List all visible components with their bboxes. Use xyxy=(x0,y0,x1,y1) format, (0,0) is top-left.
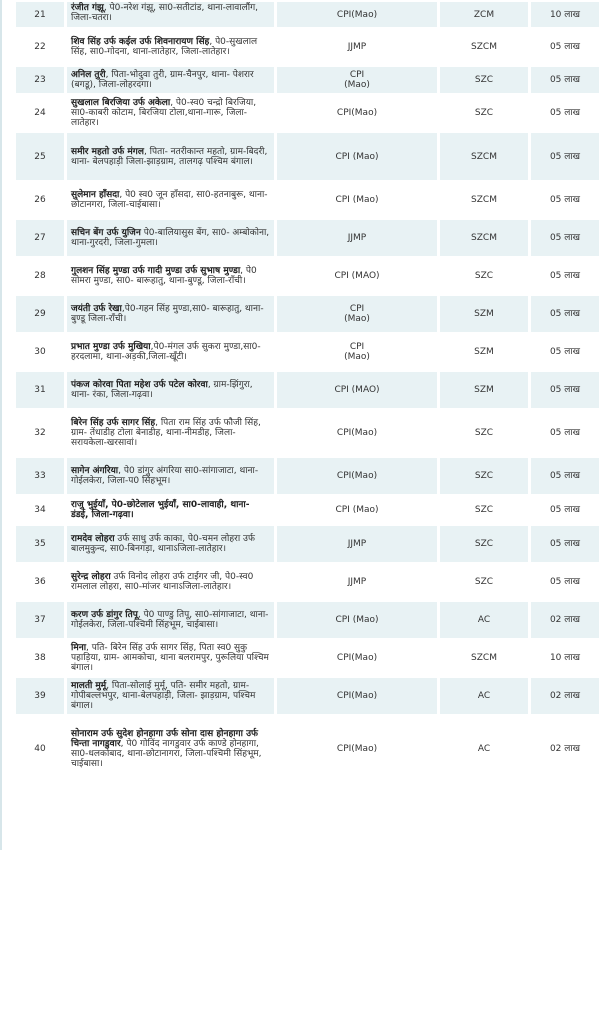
table-row xyxy=(16,458,599,494)
serial-number-cell: 29 xyxy=(16,296,64,332)
rank-cell: SZCM xyxy=(440,133,528,180)
reward-cell: 05 लाख xyxy=(531,258,599,294)
organization-text: CPI (MAO) xyxy=(334,271,380,281)
rank-cell: AC xyxy=(440,602,528,638)
name-cell xyxy=(67,496,274,524)
organization-cell xyxy=(277,334,437,370)
rank-cell: SZCM xyxy=(440,182,528,218)
name-details: , ग्राम-झिंगुरा, थाना- रंका, जिला-गढ़वा। xyxy=(71,380,253,400)
name-cell xyxy=(67,95,274,131)
serial-number-cell: 35 xyxy=(16,526,64,562)
name-cell xyxy=(67,2,274,27)
organization-text: JJMP xyxy=(347,539,367,549)
serial-number-cell: 21 xyxy=(16,2,64,27)
name-cell xyxy=(67,258,274,294)
name-bold: सोनाराम उर्फ सुदेश होनहागा उर्फ सोना दास होनहागा उर्फ चिन्ता नागडुवार xyxy=(71,729,258,749)
organization-text: CPI (Mao) xyxy=(344,342,370,362)
table-row xyxy=(16,133,599,180)
table-row xyxy=(16,640,599,676)
organization-cell xyxy=(277,410,437,456)
rank-cell: SZC xyxy=(440,67,528,93)
name-details: , पति- बिरेन सिंह उर्फ सागर सिंह, पिता स्व0 सुकु पहाड़िया, ग्राम- आमकोचा, थाना बलरामपुर, पुरूलिया पश्चिम बंगाल। xyxy=(71,643,269,673)
organization-cell xyxy=(277,29,437,65)
organization-cell xyxy=(277,716,437,782)
name-details: , पिता-सोलाई मुर्मू, पति- समीर महतो, ग्राम-गोपीबल्लभपुर, थाना-बेलपहाड़ी, जिला- झाड़ग्राम, पश्चिम बंगाल। xyxy=(71,681,256,711)
reward-cell: 05 लाख xyxy=(531,458,599,494)
name-bold: मिना xyxy=(71,643,87,653)
organization-text: CPI(Mao) xyxy=(336,428,378,438)
reward-cell: 05 लाख xyxy=(531,564,599,600)
name-bold: सुरेन्द्र लोहरा xyxy=(71,572,111,582)
organization-cell xyxy=(277,67,437,93)
table-row xyxy=(16,95,599,131)
organization-text: JJMP xyxy=(347,42,367,52)
table-row xyxy=(16,372,599,408)
reward-cell: 05 लाख xyxy=(531,182,599,218)
reward-cell: 10 लाख xyxy=(531,640,599,676)
organization-text: CPI(Mao) xyxy=(336,108,378,118)
table-row xyxy=(16,410,599,456)
name-bold: रामदेव लोहरा xyxy=(71,534,115,544)
reward-cell: 05 लाख xyxy=(531,496,599,524)
rank-cell: SZC xyxy=(440,526,528,562)
organization-cell xyxy=(277,640,437,676)
left-border xyxy=(0,0,2,850)
table-row xyxy=(16,334,599,370)
name-details: , पे0 पाण्डु तिपू, सा0-सांगाजाटा, थाना-गोईलकेरा, जिला-पश्चिमी सिंहभूम, चाईबासा। xyxy=(71,610,269,630)
organization-cell xyxy=(277,564,437,600)
organization-cell xyxy=(277,678,437,714)
name-cell xyxy=(67,410,274,456)
reward-cell: 10 लाख xyxy=(531,2,599,27)
serial-number-cell: 32 xyxy=(16,410,64,456)
rank-cell: SZC xyxy=(440,564,528,600)
name-cell xyxy=(67,640,274,676)
rank-cell: SZC xyxy=(440,496,528,524)
rank-cell: SZC xyxy=(440,95,528,131)
reward-cell: 05 लाख xyxy=(531,410,599,456)
reward-cell: 05 लाख xyxy=(531,296,599,332)
serial-number-cell: 37 xyxy=(16,602,64,638)
reward-cell: 02 लाख xyxy=(531,678,599,714)
name-bold: पंकज कोरवा पिता महेश उर्फ पटेल कोरवा xyxy=(71,380,208,390)
serial-number-cell: 24 xyxy=(16,95,64,131)
name-cell xyxy=(67,133,274,180)
name-cell xyxy=(67,372,274,408)
rank-cell: SZC xyxy=(440,458,528,494)
name-bold: समीर महतो उर्फ मंगल xyxy=(71,146,144,157)
serial-number-cell: 27 xyxy=(16,220,64,256)
organization-cell xyxy=(277,2,437,27)
name-bold: अनिल तुरी xyxy=(71,70,106,80)
name-bold: राजु भुईयाँ, पे0-छोटेलाल भुईयाँ, सा0-लावाही, थाना- डंडई, जिला-गढ़वा। xyxy=(71,500,250,520)
rank-cell: SZM xyxy=(440,296,528,332)
organization-text: CPI(Mao) xyxy=(336,691,378,701)
name-details: पे0-बालियासुस बेंग, सा0- अम्बोकोना, थाना-गुरदरी, जिला-गुमला। xyxy=(71,228,270,248)
organization-text: CPI (Mao) xyxy=(344,304,370,324)
organization-cell xyxy=(277,458,437,494)
organization-text: CPI(Mao) xyxy=(336,744,378,754)
name-bold: सुखलाल बिरजिया उर्फ अकेला xyxy=(71,98,171,108)
organization-text: CPI(Mao) xyxy=(336,471,378,481)
serial-number-cell: 25 xyxy=(16,133,64,180)
serial-number-cell: 31 xyxy=(16,372,64,408)
name-bold: करण उर्फ डांगुर तिपू xyxy=(71,610,138,620)
serial-number-cell: 39 xyxy=(16,678,64,714)
organization-text: CPI (Mao) xyxy=(335,195,379,205)
reward-cell: 05 लाख xyxy=(531,372,599,408)
name-bold: मालती मुर्मू xyxy=(71,681,107,691)
table-row xyxy=(16,716,599,782)
name-details: उर्फ विनोद लोहरा उर्फ टाईगर जी, पे0-स्व0 रामलाल लोहरा, सा0-मांजर थानाऽजिला-लातेहार। xyxy=(71,572,254,592)
name-cell xyxy=(67,526,274,562)
organization-cell xyxy=(277,526,437,562)
reward-cell: 05 लाख xyxy=(531,67,599,93)
serial-number-cell: 38 xyxy=(16,640,64,676)
name-cell xyxy=(67,67,274,93)
name-details: उर्फ साधु उर्फ काका, पे0-चमन लोहरा उर्फ बालमुकुन्द, सा0-बिनगड़ा, थानाऽजिला-लातेहार। xyxy=(71,534,255,554)
organization-cell xyxy=(277,95,437,131)
rank-cell: SZCM xyxy=(440,220,528,256)
name-bold: बिरेन सिंह उर्फ सागर सिंह xyxy=(71,418,156,428)
reward-cell: 05 लाख xyxy=(531,334,599,370)
name-cell xyxy=(67,182,274,218)
organization-text: CPI(Mao) xyxy=(336,9,378,20)
rank-cell: AC xyxy=(440,716,528,782)
serial-number-cell: 34 xyxy=(16,496,64,524)
organization-text: CPI(Mao) xyxy=(336,653,378,663)
name-cell xyxy=(67,458,274,494)
rank-cell: SZM xyxy=(440,334,528,370)
rank-cell: AC xyxy=(440,678,528,714)
table-row xyxy=(16,2,599,27)
name-cell xyxy=(67,564,274,600)
rank-cell: SZC xyxy=(440,410,528,456)
name-details: ,पे0-गहन सिंह मुण्डा,सा0- बारूहातु, थाना-बुण्डू जिला-राँची। xyxy=(71,304,264,324)
rank-cell: SZC xyxy=(440,258,528,294)
table-row xyxy=(16,67,599,93)
table-row xyxy=(16,602,599,638)
name-details: , पे0 डांगुर अंगरिया सा0-सांगाजाटा, थाना-गोईलकेरा, जिला-प0 सिंहभूम। xyxy=(71,466,259,486)
serial-number-cell: 23 xyxy=(16,67,64,93)
reward-cell: 05 लाख xyxy=(531,95,599,131)
organization-text: CPI (MAO) xyxy=(334,385,380,395)
name-bold: सचिन बेंग उर्फ युजिन xyxy=(71,228,141,238)
serial-number-cell: 33 xyxy=(16,458,64,494)
name-bold: जयंती उर्फ रेखा xyxy=(71,304,122,314)
serial-number-cell: 22 xyxy=(16,29,64,65)
table-row xyxy=(16,526,599,562)
organization-text: CPI (Mao) xyxy=(344,70,370,90)
rank-cell: ZCM xyxy=(440,2,528,27)
reward-table xyxy=(13,0,602,784)
organization-text: JJMP xyxy=(347,233,367,243)
table-row xyxy=(16,678,599,714)
rank-cell: SZCM xyxy=(440,640,528,676)
organization-cell xyxy=(277,602,437,638)
name-cell xyxy=(67,296,274,332)
name-bold: शिव सिंह उर्फ कईल उर्फ शिवनारायण सिंह xyxy=(71,37,210,47)
name-cell xyxy=(67,678,274,714)
name-bold: प्रभात मुण्डा उर्फ मुखिया xyxy=(71,342,151,352)
organization-cell xyxy=(277,133,437,180)
organization-text: CPI (Mao) xyxy=(335,505,379,515)
reward-cell: 02 लाख xyxy=(531,602,599,638)
name-cell xyxy=(67,602,274,638)
name-bold: सुलेमान हाँसदा xyxy=(71,190,120,200)
rank-cell: SZCM xyxy=(440,29,528,65)
name-details: , पे0-नरेश गंझू, सा0-सतीटांड, थाना-लावालौंग, जिला-चतरा। xyxy=(71,3,259,23)
name-bold: रंजीत गंझू xyxy=(71,3,104,13)
reward-cell: 05 लाख xyxy=(531,29,599,65)
name-cell xyxy=(67,334,274,370)
table-row xyxy=(16,564,599,600)
serial-number-cell: 40 xyxy=(16,716,64,782)
organization-cell xyxy=(277,182,437,218)
table-row xyxy=(16,29,599,65)
name-cell xyxy=(67,29,274,65)
rank-cell: SZM xyxy=(440,372,528,408)
name-bold: गुलशन सिंह मुण्डा उर्फ गादी मुण्डा उर्फ सुभाष मुण्डा xyxy=(71,266,241,276)
name-details: , पे0-स्व0 चन्द्रो बिरजिया, सा0-काबरी कोटाम, बिरजिया टोला,थाना-गारू, जिला-लातेहार। xyxy=(71,98,257,128)
serial-number-cell: 26 xyxy=(16,182,64,218)
serial-number-cell: 36 xyxy=(16,564,64,600)
name-details: , पिता- नतरीकान्त महतो, ग्राम-बिदरी, थाना- बेलपहाड़ी जिला-झाड़ग्राम, तालगढ़ पश्चिम बंगाल। xyxy=(71,146,268,167)
reward-cell: 05 लाख xyxy=(531,133,599,180)
name-details: ,पे0-मंगल उर्फ सुकरा मुण्डा,सा0-हरदलामा, थाना-अड़की,जिला-खूँटी। xyxy=(71,342,261,362)
name-details: , पे0 सोमरा मुण्डा, सा0- बारूहातु, थाना-बुण्डू, जिला-राँची। xyxy=(71,266,257,286)
table-row xyxy=(16,258,599,294)
table-row xyxy=(16,182,599,218)
reward-cell: 05 लाख xyxy=(531,526,599,562)
organization-cell xyxy=(277,220,437,256)
name-cell xyxy=(67,716,274,782)
organization-cell xyxy=(277,258,437,294)
table-row xyxy=(16,496,599,524)
reward-cell: 05 लाख xyxy=(531,220,599,256)
name-cell xyxy=(67,220,274,256)
name-details: , पिता राम सिंह उर्फ फौजी सिंह, ग्राम- तेंधाडीह टोला बेनाडीह, थाना-नीमडीह, जिला-सरायकेला-खरसावां। xyxy=(71,418,261,448)
name-details: , पे0 स्व0 जून हाँसदा, सा0-हतनाबुरू, थाना-छोटानगरा, जिला-चाईबासा। xyxy=(71,190,268,210)
organization-text: CPI (Mao) xyxy=(335,615,379,625)
organization-text: CPI (Mao) xyxy=(335,151,379,162)
organization-cell xyxy=(277,296,437,332)
name-details: , पे0 गोविंद नागडुवार उर्फ काण्डे होनहागा, सा0-धलकोबाद, थाना-छोटानागरा, जिला-पश्चिमी सिंहभूम, चाईबासा। xyxy=(71,739,262,769)
table-row xyxy=(16,296,599,332)
reward-cell: 02 लाख xyxy=(531,716,599,782)
organization-cell xyxy=(277,496,437,524)
organization-text: JJMP xyxy=(347,577,367,587)
table-row xyxy=(16,220,599,256)
serial-number-cell: 30 xyxy=(16,334,64,370)
reward-table-body xyxy=(16,2,599,782)
name-details: , पिता-भोदुवा तुरी, ग्राम-चैनपुर, थाना- पेशरार (बगडू), जिला-लोहरदगा। xyxy=(71,70,254,90)
name-details: , पे0-सुखलाल सिंह, सा0-गोदना, थाना-लातेहार, जिला-लातेहार। xyxy=(71,37,258,57)
name-bold: सागेन अंगरिया xyxy=(71,466,119,476)
serial-number-cell: 28 xyxy=(16,258,64,294)
organization-cell xyxy=(277,372,437,408)
